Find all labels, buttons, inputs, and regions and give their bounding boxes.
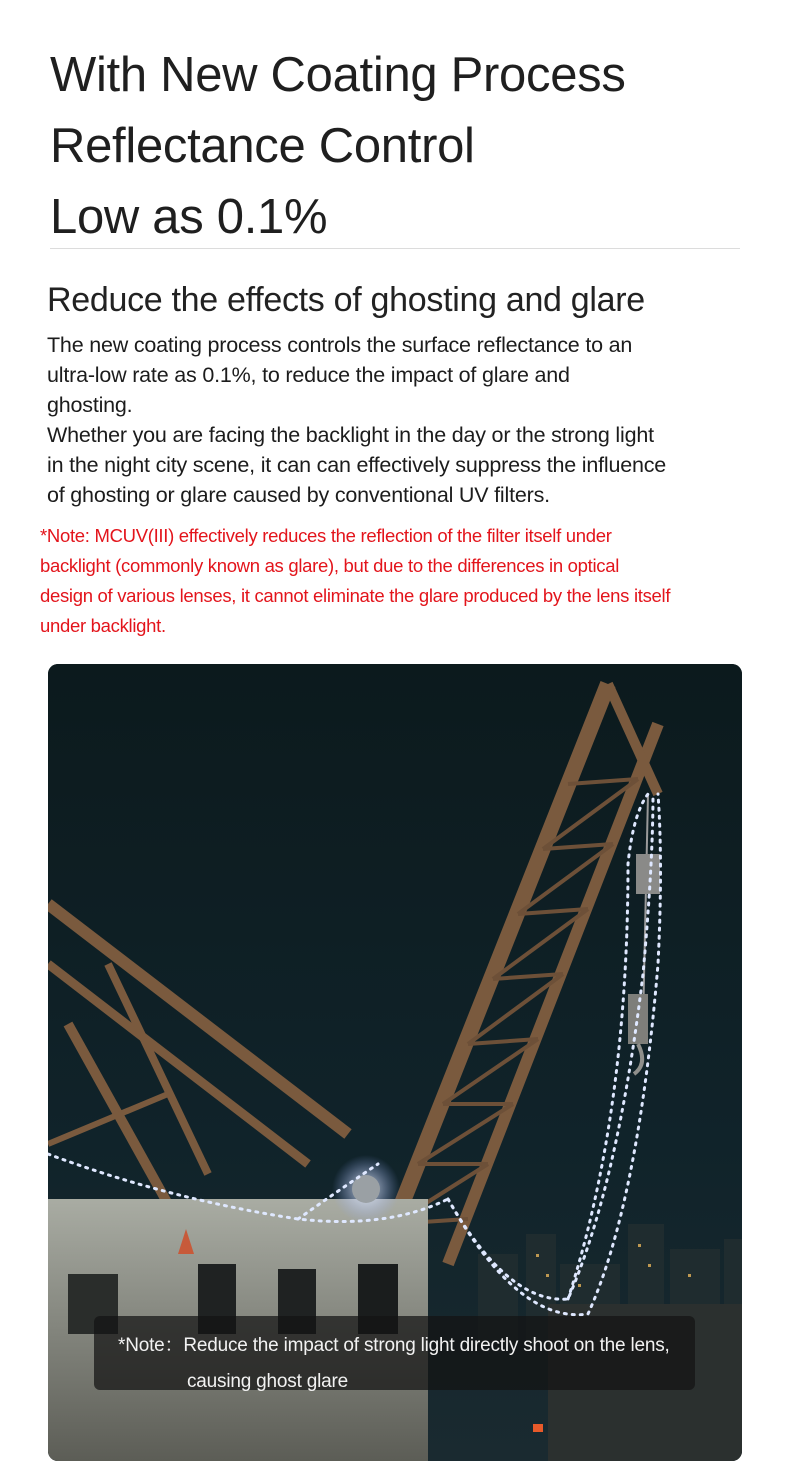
lamp bbox=[352, 1175, 380, 1203]
section-subtitle: Reduce the effects of ghosting and glare bbox=[47, 281, 645, 319]
body-line: Whether you are facing the backlight in the day or the strong light bbox=[47, 423, 654, 447]
body-line: The new coating process controls the surface reflectance to an bbox=[47, 333, 633, 357]
note-line: design of various lenses, it cannot eliminate the glare produced by the lens itself bbox=[40, 585, 671, 606]
note-line: backlight (commonly known as glare), but due to the differences in optical bbox=[40, 555, 620, 576]
body-line: in the night city scene, it can can effectively suppress the influence bbox=[47, 453, 667, 477]
body-line: of ghosting or glare caused by conventional UV filters. bbox=[47, 483, 550, 507]
caption-line-1: *Note：Reduce the impact of strong light directly shoot on the lens, bbox=[118, 1335, 670, 1356]
ground-lights bbox=[533, 1424, 543, 1432]
headline-line-1: With New Coating Process bbox=[50, 48, 626, 102]
night-crane-photo bbox=[48, 664, 742, 1461]
body-line: ultra-low rate as 0.1%, to reduce the impact of glare and bbox=[47, 363, 570, 387]
photo-caption bbox=[94, 1316, 695, 1390]
note-line: under backlight. bbox=[40, 615, 166, 636]
section-body bbox=[47, 330, 747, 510]
headline bbox=[50, 40, 750, 253]
note-line: *Note: MCUV(III) effectively reduces the reflection of the filter itself under bbox=[40, 525, 612, 546]
disclaimer-note bbox=[40, 521, 760, 641]
headline-line-2: Reflectance Control bbox=[50, 119, 475, 173]
body-line: ghosting. bbox=[47, 393, 133, 417]
headline-line-3: Low as 0.1% bbox=[50, 190, 328, 244]
caption-line-2: causing ghost glare bbox=[187, 1371, 348, 1392]
divider bbox=[50, 248, 740, 249]
